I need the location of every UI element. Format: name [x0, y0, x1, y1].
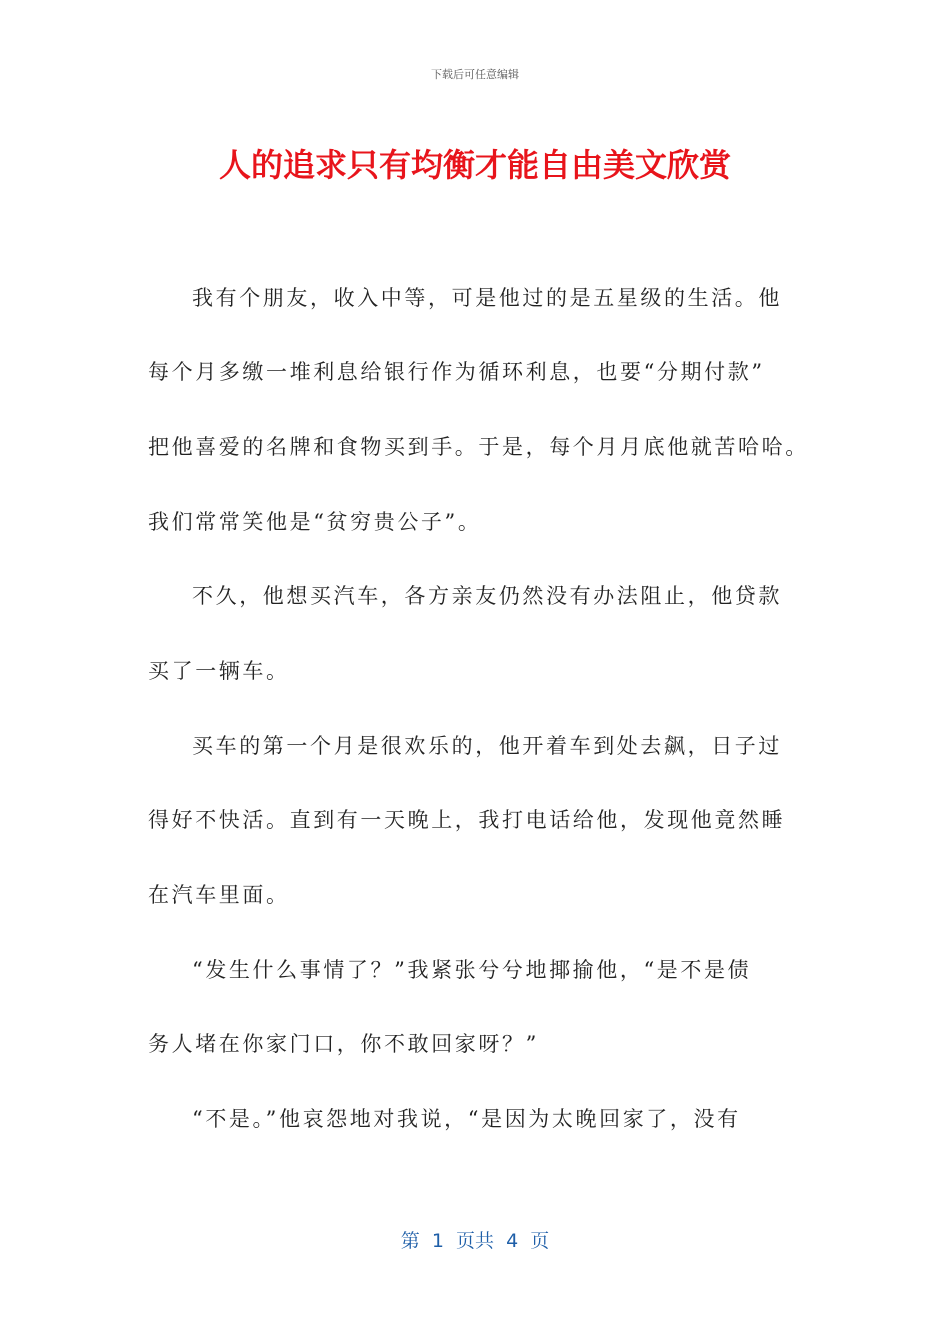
paragraph-line: 不久，他想买汽车，各方亲友仍然没有办法阻止，他贷款 [192, 584, 782, 608]
paragraph-line: 我有个朋友，收入中等，可是他过的是五星级的生活。他 [192, 286, 782, 310]
paragraph-line: 在汽车里面。 [148, 883, 290, 907]
page-footer: 第 1 页共 4 页 [400, 1230, 550, 1252]
paragraph-line: “不是。”他哀怨地对我说，“是因为太晚回家了，没有 [192, 1107, 741, 1131]
document-title: 人的追求只有均衡才能自由美文欣赏 [218, 146, 731, 184]
paragraph-line: 每个月多缴一堆利息给银行作为循环利息，也要“分期付款” [148, 360, 765, 384]
paragraph-line: 得好不快活。直到有一天晚上，我打电话给他，发现他竟然睡 [148, 808, 786, 832]
paragraph-line: 买车的第一个月是很欢乐的，他开着车到处去飙，日子过 [192, 734, 782, 758]
header-note: 下载后可任意编辑 [431, 68, 519, 81]
paragraph-line: 把他喜爱的名牌和食物买到手。于是，每个月月底他就苦哈哈。 [148, 435, 809, 459]
paragraph-line: 务人堵在你家门口，你不敢回家呀？” [148, 1032, 539, 1056]
paragraph-line: “发生什么事情了？”我紧张兮兮地揶揄他，“是不是债 [192, 958, 752, 982]
paragraph-line: 我们常常笑他是“贫穷贵公子”。 [148, 510, 482, 534]
paragraph-line: 买了一辆车。 [148, 659, 290, 683]
